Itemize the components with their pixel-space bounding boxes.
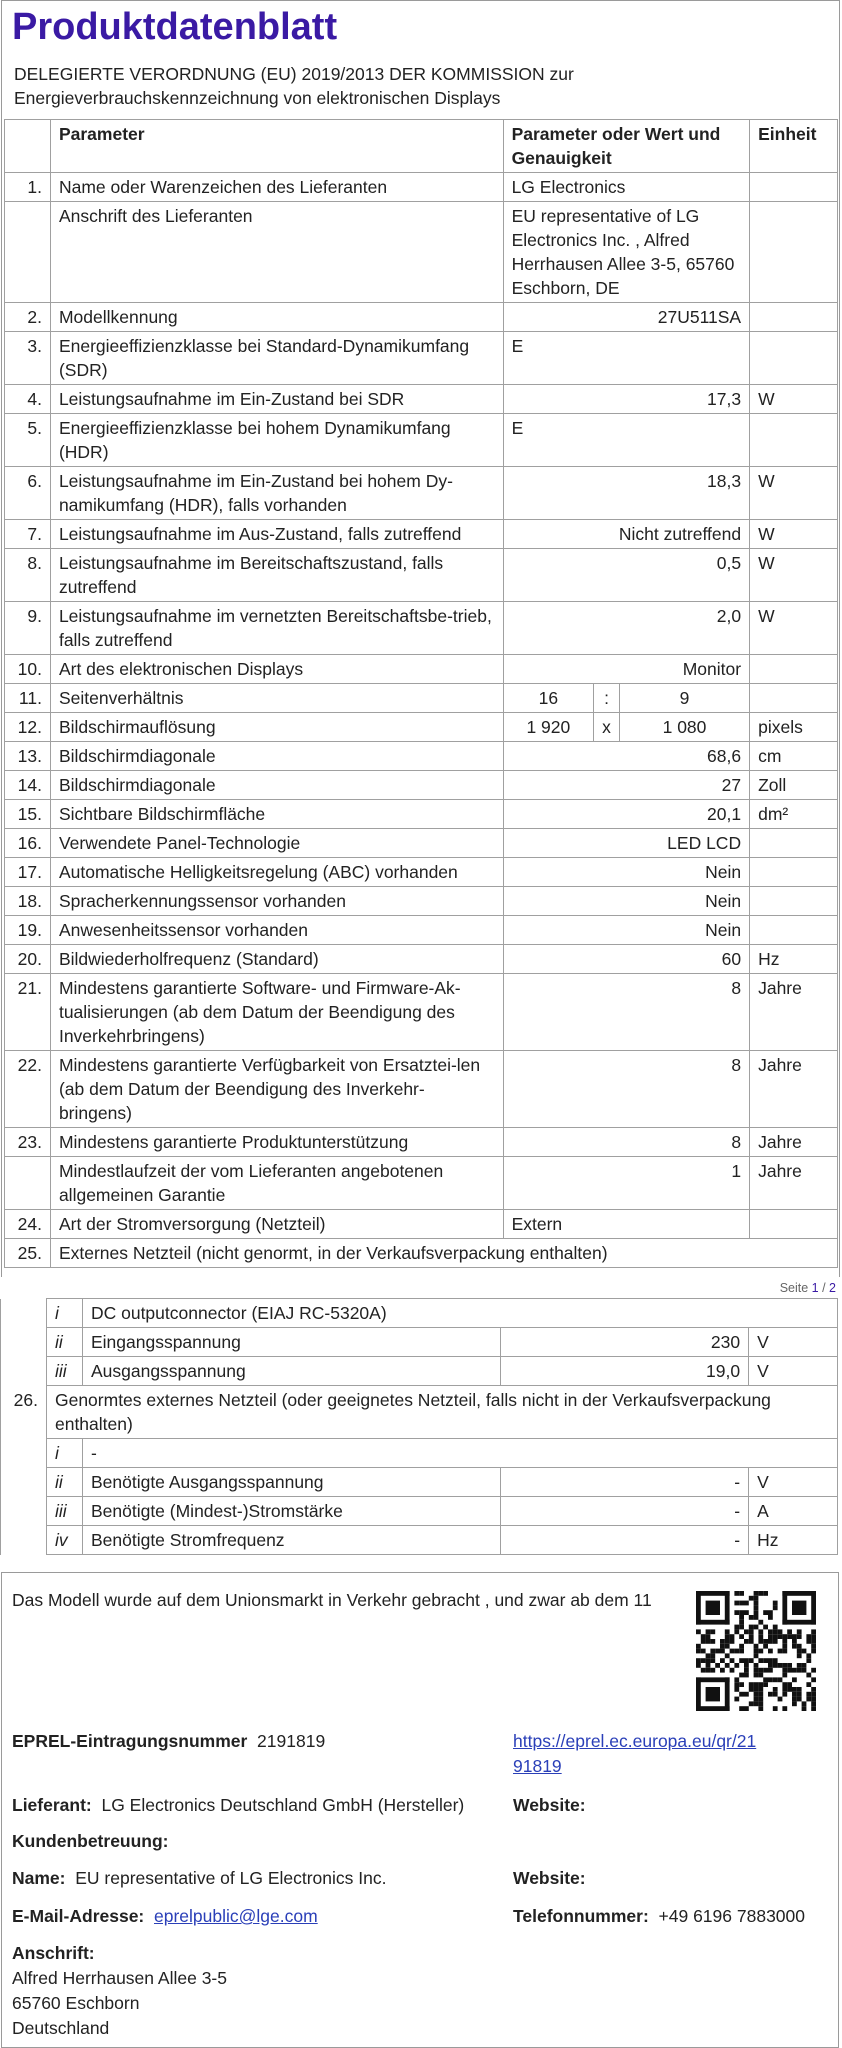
row-value-b: 1 080 — [619, 713, 749, 742]
table-row — [5, 1210, 838, 1239]
row-value: 8 — [503, 1051, 750, 1128]
row-number: 24. — [5, 1210, 51, 1239]
row-unit: W — [750, 520, 838, 549]
row-number: 1. — [5, 173, 51, 202]
row-number: 9. — [5, 602, 51, 655]
row-number: 21. — [5, 974, 51, 1051]
row-value: 60 — [503, 945, 750, 974]
row-unit — [750, 858, 838, 887]
row-unit: dm² — [750, 800, 838, 829]
row-parameter: Benötigte Ausgangsspannung — [82, 1468, 500, 1497]
row-index: iv — [46, 1526, 82, 1555]
row-parameter: Bildschirmdiagonale — [50, 742, 503, 771]
row-value: 20,1 — [503, 800, 750, 829]
support-label: Kundenbetreuung: — [12, 1831, 169, 1851]
row-parameter: Ausgangsspannung — [82, 1357, 500, 1386]
table-row — [5, 414, 838, 467]
row-unit: Hz — [749, 1526, 838, 1555]
row-parameter: Seitenverhältnis — [50, 684, 503, 713]
row-parameter: Automatische Helligkeitsregelung (ABC) vorhanden — [50, 858, 503, 887]
row-number: 18. — [5, 887, 51, 916]
table-row — [1, 1468, 838, 1497]
row-value: Monitor — [503, 655, 750, 684]
table-row — [1, 1439, 838, 1468]
row-unit — [750, 414, 838, 467]
table-header-row — [5, 120, 838, 173]
row-unit: V — [749, 1468, 838, 1497]
market-text: Das Modell wurde auf dem Unionsmarkt in Verkehr gebracht , und zwar ab dem 11 — [12, 1590, 652, 1610]
row-value: E — [503, 414, 750, 467]
row-value: Extern — [503, 1210, 750, 1239]
row-unit: W — [750, 385, 838, 414]
row-unit: V — [749, 1357, 838, 1386]
row-parameter: Sichtbare Bildschirmfläche — [50, 800, 503, 829]
row-number — [1, 1468, 47, 1497]
table-row — [5, 202, 838, 303]
row-unit — [750, 684, 838, 713]
row-value: Nein — [503, 858, 750, 887]
row-unit: cm — [750, 742, 838, 771]
row-number — [1, 1299, 47, 1328]
row-number: 3. — [5, 332, 51, 385]
header-unit: Einheit — [750, 120, 838, 173]
row-parameter: Verwendete Panel-Technologie — [50, 829, 503, 858]
row-value-b: 9 — [619, 684, 749, 713]
row-parameter: Benötigte (Mindest-)Stromstärke — [82, 1497, 500, 1526]
row-value-separator: : — [594, 684, 620, 713]
eprel-row: EPREL-Eintragungsnummer 2191819 — [12, 1731, 326, 1751]
row-number — [5, 1157, 51, 1210]
table-row — [5, 385, 838, 414]
table-row — [5, 858, 838, 887]
row-parameter: Mindestlaufzeit der vom Lieferanten angebotenen allgemeinen Garantie — [50, 1157, 503, 1210]
row-unit: Jahre — [750, 1128, 838, 1157]
row-number — [5, 202, 51, 303]
row-value: 8 — [503, 1128, 750, 1157]
table-row — [5, 771, 838, 800]
row-parameter: Bildschirmauflösung — [50, 713, 503, 742]
table-row — [5, 974, 838, 1051]
row-unit — [750, 202, 838, 303]
phone-row: Telefonnummer: +49 6196 7883000 — [513, 1906, 805, 1926]
row-value: 19,0 — [500, 1357, 749, 1386]
row-value-a: 1 920 — [503, 713, 594, 742]
row-unit: V — [749, 1328, 838, 1357]
row-number: 19. — [5, 916, 51, 945]
row-value: Nein — [503, 916, 750, 945]
row-number — [1, 1497, 47, 1526]
table-row — [5, 467, 838, 520]
row-value-separator: x — [594, 713, 620, 742]
row-parameter: Anschrift des Lieferanten — [50, 202, 503, 303]
row-value: 18,3 — [503, 467, 750, 520]
row-index: ii — [46, 1328, 82, 1357]
page-subtitle — [14, 62, 574, 110]
row-number: 2. — [5, 303, 51, 332]
row-parameter: Energieeffizienzklasse bei Standard-Dynamikumfang (SDR) — [50, 332, 503, 385]
row-parameter: Leistungsaufnahme im Aus-Zustand, falls zutreffend — [50, 520, 503, 549]
row-index: iii — [46, 1497, 82, 1526]
row-number: 4. — [5, 385, 51, 414]
row-unit — [750, 332, 838, 385]
row-parameter: Energieeffizienzklasse bei hohem Dynamikumfang (HDR) — [50, 414, 503, 467]
row-value: LED LCD — [503, 829, 750, 858]
row-value: Nein — [503, 887, 750, 916]
row-number: 5. — [5, 414, 51, 467]
email-link[interactable]: eprelpublic@lge.com — [154, 1906, 318, 1926]
row-parameter: Bildschirmdiagonale — [50, 771, 503, 800]
row-value: 17,3 — [503, 385, 750, 414]
row-number: 22. — [5, 1051, 51, 1128]
row-value-a: 16 — [503, 684, 594, 713]
row-number: 7. — [5, 520, 51, 549]
row-unit — [750, 1210, 838, 1239]
row-value: 27 — [503, 771, 750, 800]
row-number: 12. — [5, 713, 51, 742]
table-row — [1, 1497, 838, 1526]
row-unit: pixels — [750, 713, 838, 742]
row-number: 10. — [5, 655, 51, 684]
table-row — [5, 800, 838, 829]
row-value: 0,5 — [503, 549, 750, 602]
row-index: iii — [46, 1357, 82, 1386]
table-row — [5, 332, 838, 385]
row-value: 27U511SA — [503, 303, 750, 332]
row-number — [1, 1439, 47, 1468]
row-number: 23. — [5, 1128, 51, 1157]
table-row — [1, 1299, 838, 1328]
row-number — [1, 1526, 47, 1555]
row-unit: Hz — [750, 945, 838, 974]
row-value: - — [500, 1526, 749, 1555]
row-number: 20. — [5, 945, 51, 974]
row-parameter: Art des elektronischen Displays — [50, 655, 503, 684]
row-unit: A — [749, 1497, 838, 1526]
row-parameter: Anwesenheitssensor vorhanden — [50, 916, 503, 945]
row-number: 16. — [5, 829, 51, 858]
address-block: Anschrift: Alfred Herrhausen Allee 3-5 65760 Eschborn Deutschland — [12, 1943, 227, 2038]
row-number: 25. — [5, 1239, 51, 1268]
table-row — [5, 945, 838, 974]
row-parameter: Name oder Warenzeichen des Lieferanten — [50, 173, 503, 202]
eprel-link[interactable]: https://eprel.ec.europa.eu/qr/21 91819 — [513, 1731, 757, 1776]
row-value: E — [503, 332, 750, 385]
table-row — [5, 1128, 838, 1157]
row-parameter: Leistungsaufnahme im Ein-Zustand bei hohem Dy-namikumfang (HDR), falls vorhanden — [50, 467, 503, 520]
table-row — [5, 655, 838, 684]
table-row — [1, 1526, 838, 1555]
row-number — [1, 1357, 47, 1386]
row-unit — [750, 916, 838, 945]
row-unit — [750, 829, 838, 858]
row-unit: Jahre — [750, 1157, 838, 1210]
row-unit — [750, 303, 838, 332]
row-unit: W — [750, 602, 838, 655]
table-row — [1, 1328, 838, 1357]
row-index: i — [46, 1299, 82, 1328]
row-value: 8 — [503, 974, 750, 1051]
table-row — [5, 1239, 838, 1268]
row-parameter: Genormtes externes Netzteil (oder geeignetes Netzteil, falls nicht in der Verkaufsverpackung enthalten) — [46, 1386, 837, 1439]
table-row — [1, 1357, 838, 1386]
row-parameter: - — [82, 1439, 837, 1468]
header-value: Parameter oder Wert und Genauigkeit — [503, 120, 750, 173]
row-parameter: Bildwiederholfrequenz (Standard) — [50, 945, 503, 974]
subtitle-line-1: DELEGIERTE VERORDNUNG (EU) 2019/2013 DER KOMMISSION zur — [14, 64, 574, 84]
row-unit — [750, 655, 838, 684]
row-number: 13. — [5, 742, 51, 771]
table-row — [5, 713, 838, 742]
row-parameter: DC outputconnector (EIAJ RC-5320A) — [82, 1299, 837, 1328]
row-parameter: Modellkennung — [50, 303, 503, 332]
contact-name-row: Name: EU representative of LG Electronics Inc. — [12, 1868, 387, 1888]
row-parameter: Art der Stromversorgung (Netzteil) — [50, 1210, 503, 1239]
row-number: 26. — [1, 1386, 47, 1439]
row-value: Nicht zutreffend — [503, 520, 750, 549]
supplier-row: Lieferant: LG Electronics Deutschland GmbH (Hersteller) — [12, 1795, 465, 1815]
website-label-2: Website: — [513, 1868, 586, 1888]
row-parameter: Benötigte Stromfrequenz — [82, 1526, 500, 1555]
subtitle-line-2: Energieverbrauchskennzeichnung von elektronischen Displays — [14, 88, 501, 108]
row-parameter: Eingangsspannung — [82, 1328, 500, 1357]
table-row — [5, 916, 838, 945]
row-value: EU representative of LG Electronics Inc. , Alfred Herrhausen Allee 3-5, 65760 Eschborn, DE — [503, 202, 750, 303]
table-row — [5, 602, 838, 655]
header-parameter: Parameter — [50, 120, 503, 173]
row-value: - — [500, 1497, 749, 1526]
header-num-cell — [5, 120, 51, 173]
row-unit — [750, 173, 838, 202]
row-parameter: Leistungsaufnahme im Bereitschaftszustand, falls zutreffend — [50, 549, 503, 602]
row-value: 68,6 — [503, 742, 750, 771]
table-row — [5, 520, 838, 549]
row-number: 6. — [5, 467, 51, 520]
row-value: 230 — [500, 1328, 749, 1357]
table-row — [5, 684, 838, 713]
table-row — [5, 303, 838, 332]
table-row — [5, 549, 838, 602]
row-index: ii — [46, 1468, 82, 1497]
row-parameter: Spracherkennungssensor vorhanden — [50, 887, 503, 916]
row-number: 11. — [5, 684, 51, 713]
row-parameter: Mindestens garantierte Produktunterstützung — [50, 1128, 503, 1157]
row-value: 2,0 — [503, 602, 750, 655]
page-title: Produktdatenblatt — [12, 6, 338, 48]
row-parameter: Mindestens garantierte Software- und Firmware-Ak-tualisierungen (ab dem Datum der Beendigung des Inverkehrbringens) — [50, 974, 503, 1051]
row-unit: W — [750, 467, 838, 520]
row-number: 14. — [5, 771, 51, 800]
email-row: E-Mail-Adresse: eprelpublic@lge.com — [12, 1906, 318, 1926]
table-row — [5, 1157, 838, 1210]
table-row — [5, 742, 838, 771]
row-parameter: Mindestens garantierte Verfügbarkeit von Ersatztei-len (ab dem Datum der Beendigung des Inverkehr-bringens) — [50, 1051, 503, 1128]
row-parameter: Leistungsaufnahme im Ein-Zustand bei SDR — [50, 385, 503, 414]
row-number: 8. — [5, 549, 51, 602]
table-row — [5, 1051, 838, 1128]
parameter-table — [4, 119, 838, 1268]
row-index: i — [46, 1439, 82, 1468]
row-value: - — [500, 1468, 749, 1497]
row-value: LG Electronics — [503, 173, 750, 202]
row-unit: Jahre — [750, 974, 838, 1051]
row-number — [1, 1328, 47, 1357]
row-unit — [750, 887, 838, 916]
row-parameter: Externes Netzteil (nicht genormt, in der Verkaufsverpackung enthalten) — [50, 1239, 837, 1268]
power-supply-table — [0, 1298, 838, 1555]
qr-code-icon — [696, 1591, 816, 1711]
website-label-1: Website: — [513, 1795, 586, 1815]
table-row — [1, 1386, 838, 1439]
row-number: 17. — [5, 858, 51, 887]
page-marker: Seite 1 / 2 — [779, 1281, 836, 1295]
table-row — [5, 829, 838, 858]
row-number: 15. — [5, 800, 51, 829]
row-unit: W — [750, 549, 838, 602]
row-unit: Jahre — [750, 1051, 838, 1128]
table-row — [5, 173, 838, 202]
row-parameter: Leistungsaufnahme im vernetzten Bereitschaftsbe-trieb, falls zutreffend — [50, 602, 503, 655]
table-row — [5, 887, 838, 916]
row-unit: Zoll — [750, 771, 838, 800]
row-value: 1 — [503, 1157, 750, 1210]
